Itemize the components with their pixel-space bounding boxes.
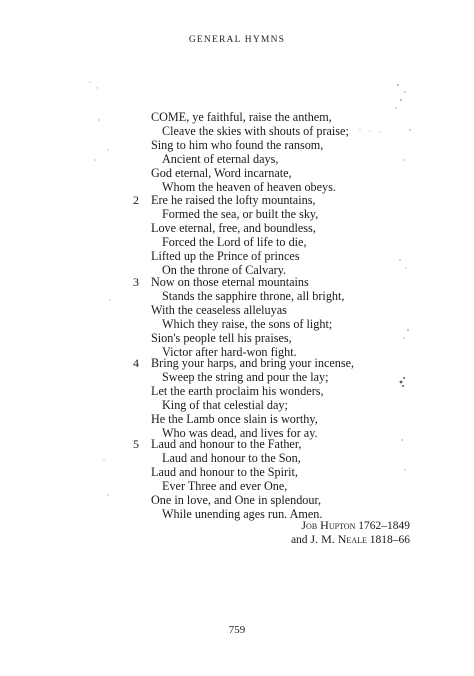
translator-name: J. M. Neale [310, 532, 367, 546]
stanza-line: Formed the sea, or built the sky, [162, 207, 319, 221]
stanza-line: Sing to him who found the ransom, [151, 138, 324, 152]
stanza-line: Cleave the skies with shouts of praise; [162, 124, 349, 138]
stanza-line: While unending ages run. Amen. [162, 507, 323, 521]
stanza-number: 2 [133, 193, 139, 207]
stanza-line: Sweep the string and pour the lay; [162, 370, 329, 384]
stanza-line: On the throne of Calvary. [162, 263, 287, 277]
stanza-line: Now on those eternal mountains [151, 275, 309, 289]
stanza-line: Let the earth proclaim his wonders, [151, 384, 324, 398]
stanza-number: 3 [133, 275, 139, 289]
stanza-line: COME, ye faithful, raise the anthem, [151, 110, 332, 124]
stanza-line: Which they raise, the sons of light; [162, 317, 333, 331]
stanza-line: God eternal, Word incarnate, [151, 166, 292, 180]
stanza-line: Stands the sapphire throne, all bright, [162, 289, 345, 303]
stanza-line: Whom the heaven of heaven obeys. [162, 180, 336, 194]
stanza-line: With the ceaseless alleluyas [151, 303, 287, 317]
page-number: 759 [228, 624, 246, 636]
stanza-line: One in love, and One in splendour, [151, 493, 322, 507]
stanza-line: Forced the Lord of life to die, [162, 235, 307, 249]
translator-dates: 1818–66 [369, 534, 410, 546]
stanza-line: Ancient of eternal days, [162, 152, 279, 166]
stanza-line: Laud and honour to the Spirit, [151, 465, 298, 479]
stanza-line: Laud and honour to the Father, [151, 437, 302, 451]
stanza-number: 5 [133, 437, 139, 451]
author-attribution-1 [301, 518, 410, 533]
stanza-number: 4 [133, 356, 139, 370]
author-name: Job Hupton [301, 518, 356, 532]
stanza-line: Ere he raised the lofty mountains, [151, 193, 316, 207]
stanza-line: Sion's people tell his praises, [151, 331, 292, 345]
stanza-line: Who was dead, and lives for ay. [162, 426, 318, 440]
stanza-line: He the Lamb once slain is worthy, [151, 412, 318, 426]
stanza-line: Victor after hard-won fight. [162, 345, 297, 359]
stanza-line: Bring your harps, and bring your incense, [151, 356, 355, 370]
stanza-line: Lifted up the Prince of princes [151, 249, 300, 263]
author-dates: 1762–1849 [358, 520, 410, 532]
running-header: GENERAL HYMNS [188, 35, 286, 45]
stanza-line: Love eternal, free, and boundless, [151, 221, 316, 235]
attribution-prefix: and [290, 534, 311, 546]
stanza-line: Ever Three and ever One, [162, 479, 288, 493]
author-attribution-2 [291, 532, 410, 547]
stanza-line: Laud and honour to the Son, [162, 451, 301, 465]
stanza-line: King of that celestial day; [162, 398, 288, 412]
